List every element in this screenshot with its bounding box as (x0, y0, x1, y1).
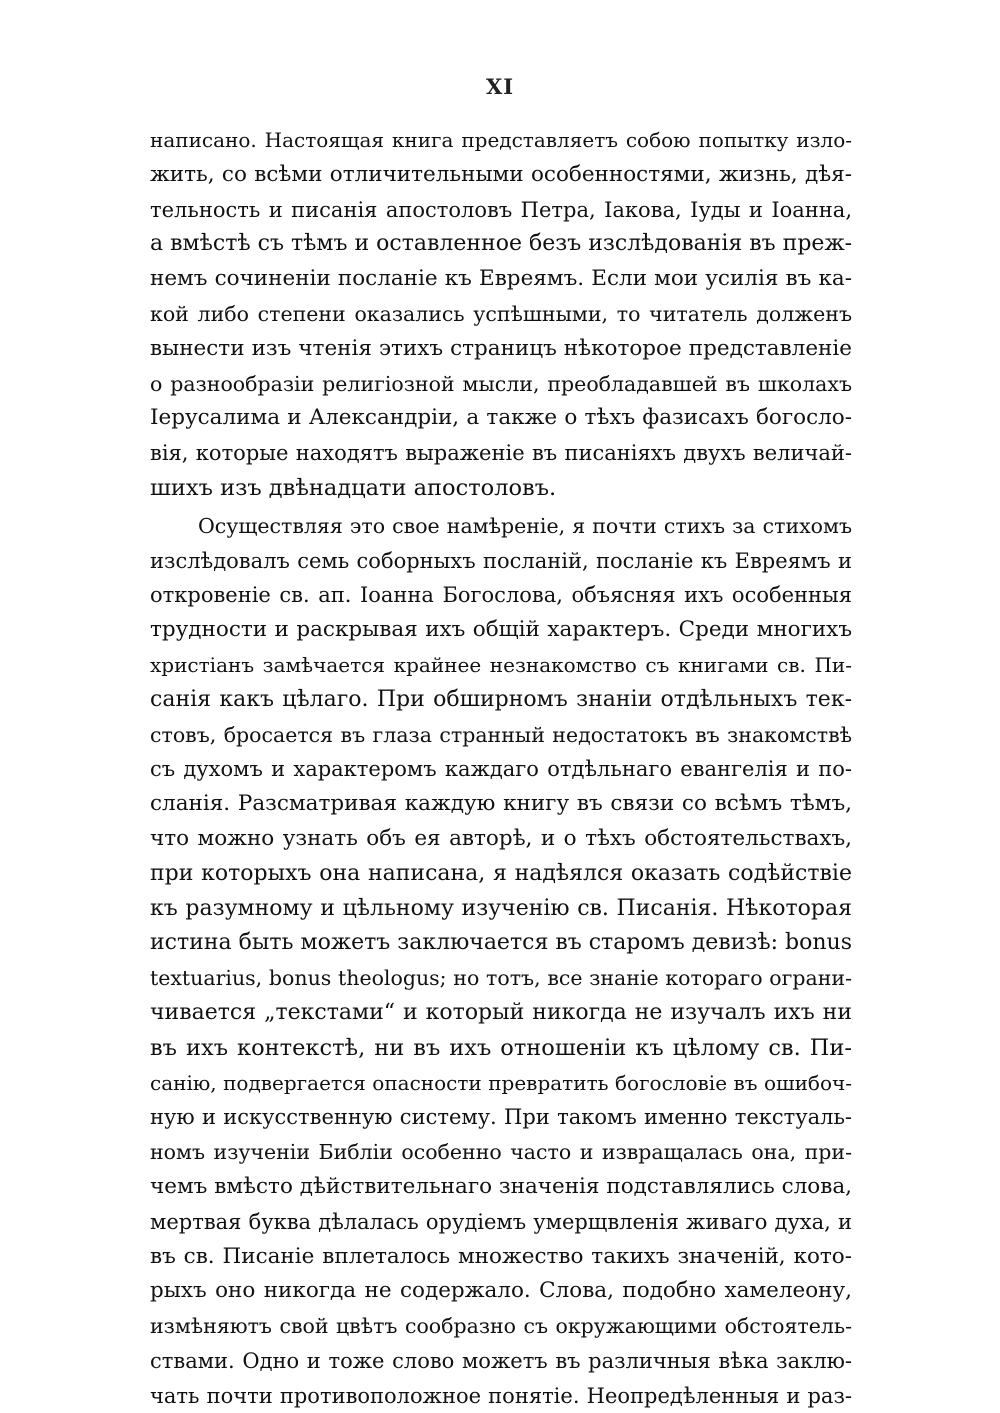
text-line: чивается „текстами“ и который никогда не изучалъ ихъ ни (150, 999, 852, 1025)
text-line: а вмѣстѣ съ тѣмъ и оставленное безъ изслѣдованія въ преж- (150, 231, 853, 257)
text-line: въ ихъ контекстѣ, ни въ ихъ отношеніи къ цѣлому св. Пи- (150, 1034, 852, 1061)
text-line: откровеніе св. ап. Іоанна Богослова, объясняя ихъ особенныя (150, 583, 852, 608)
text-line: написано. Настоящая книга представляетъ собою попытку изло- (150, 128, 852, 152)
text-line: мертвая буква дѣлалась орудіемъ умерщвленія живаго духа, и (150, 1209, 852, 1234)
text-line: съ духомъ и характеромъ каждаго отдѣльнаго евангелія и по- (150, 757, 852, 782)
text-line: немъ сочиненіи посланіе къ Евреямъ. Если мои усилія въ ка- (150, 266, 852, 292)
text-line: чать почти противоположное понятіе. Неопредѣленныя и раз- (150, 1383, 852, 1408)
text-line: христіанъ замѣчается крайнее незнакомство съ книгами св. Пи- (150, 652, 852, 677)
text-line: санію, подвергается опасности превратить богословіе въ ошибоч- (150, 1070, 852, 1095)
text-line: стовъ, бросается въ глаза странный недостатокъ въ знакомствѣ (150, 722, 852, 747)
text-line: textuarius, bonus theologus; но тотъ, все знаніе котораго ограни- (150, 966, 852, 991)
text-line: санія какъ цѣлаго. При обширномъ знаніи отдѣльныхъ тек- (150, 686, 852, 712)
text-line: къ разумному и цѣльному изученію св. Писанія. Нѣкоторая (150, 895, 852, 921)
text-line: о разнообразіи религіозной мысли, преобладавшей въ школахъ (150, 371, 852, 396)
text-line: истина быть можетъ заключается въ старомъ девизѣ: bonus (150, 930, 852, 956)
text-line: трудности и раскрывая ихъ общій характеръ. Среди многихъ (150, 617, 852, 643)
text-line: что можно узнать объ ея авторѣ, и о тѣхъ обстоятельствахъ, (150, 825, 852, 851)
text-line: вынести изъ чтенія этихъ страницъ нѣкоторое представленіе (150, 335, 852, 361)
text-line: вія, которые находятъ выраженіе въ писаніяхъ двухъ величай- (150, 441, 852, 466)
text-line: въ св. Писаніе вплеталось множество такихъ значеній, кото- (150, 1243, 852, 1269)
text-line: изслѣдовалъ семь соборныхъ посланій, посланіе къ Евреямъ и (150, 548, 852, 573)
text-line: жить, со всѣми отличительными особенностями, жизнь, дѣя- (150, 161, 852, 187)
text-line: Осуществляя это свое намѣреніе, я почти стихъ за стихомъ (198, 513, 852, 538)
body-text (150, 123, 852, 1413)
text-line: ную и искусственную систему. При такомъ именно текстуаль- (150, 1105, 852, 1130)
text-line: шихъ изъ двѣнадцати апостоловъ. (150, 474, 557, 501)
text-line: измѣняютъ свой цвѣтъ сообразно съ окружающими обстоятель- (150, 1314, 852, 1339)
text-line: при которыхъ она написана, я надѣялся оказать содѣйствіе (150, 860, 852, 886)
text-line: чемъ вмѣсто дѣйствительнаго значенія подставлялись слова, (150, 1173, 852, 1199)
text-line: ствами. Одно и тоже слово можетъ въ различныя вѣка заклю- (150, 1348, 852, 1373)
text-line: сланія. Разсматривая каждую книгу въ связи со всѣмъ тѣмъ, (150, 791, 852, 817)
text-line: кой либо степени оказались успѣшными, то читатель долженъ (150, 301, 852, 326)
text-line: рыхъ оно никогда не содержало. Слова, подобно хамелеону, (150, 1278, 852, 1304)
text-line: тельность и писанія апостоловъ Петра, Іакова, Іуды и Іоанна, (150, 197, 852, 222)
text-line: Іерусалима и Александріи, а также о тѣхъ фазисахъ богосло- (150, 405, 852, 431)
page-number: XI (485, 74, 515, 99)
text-line: номъ изученіи Библіи особенно часто и извращалась она, при- (150, 1140, 852, 1165)
